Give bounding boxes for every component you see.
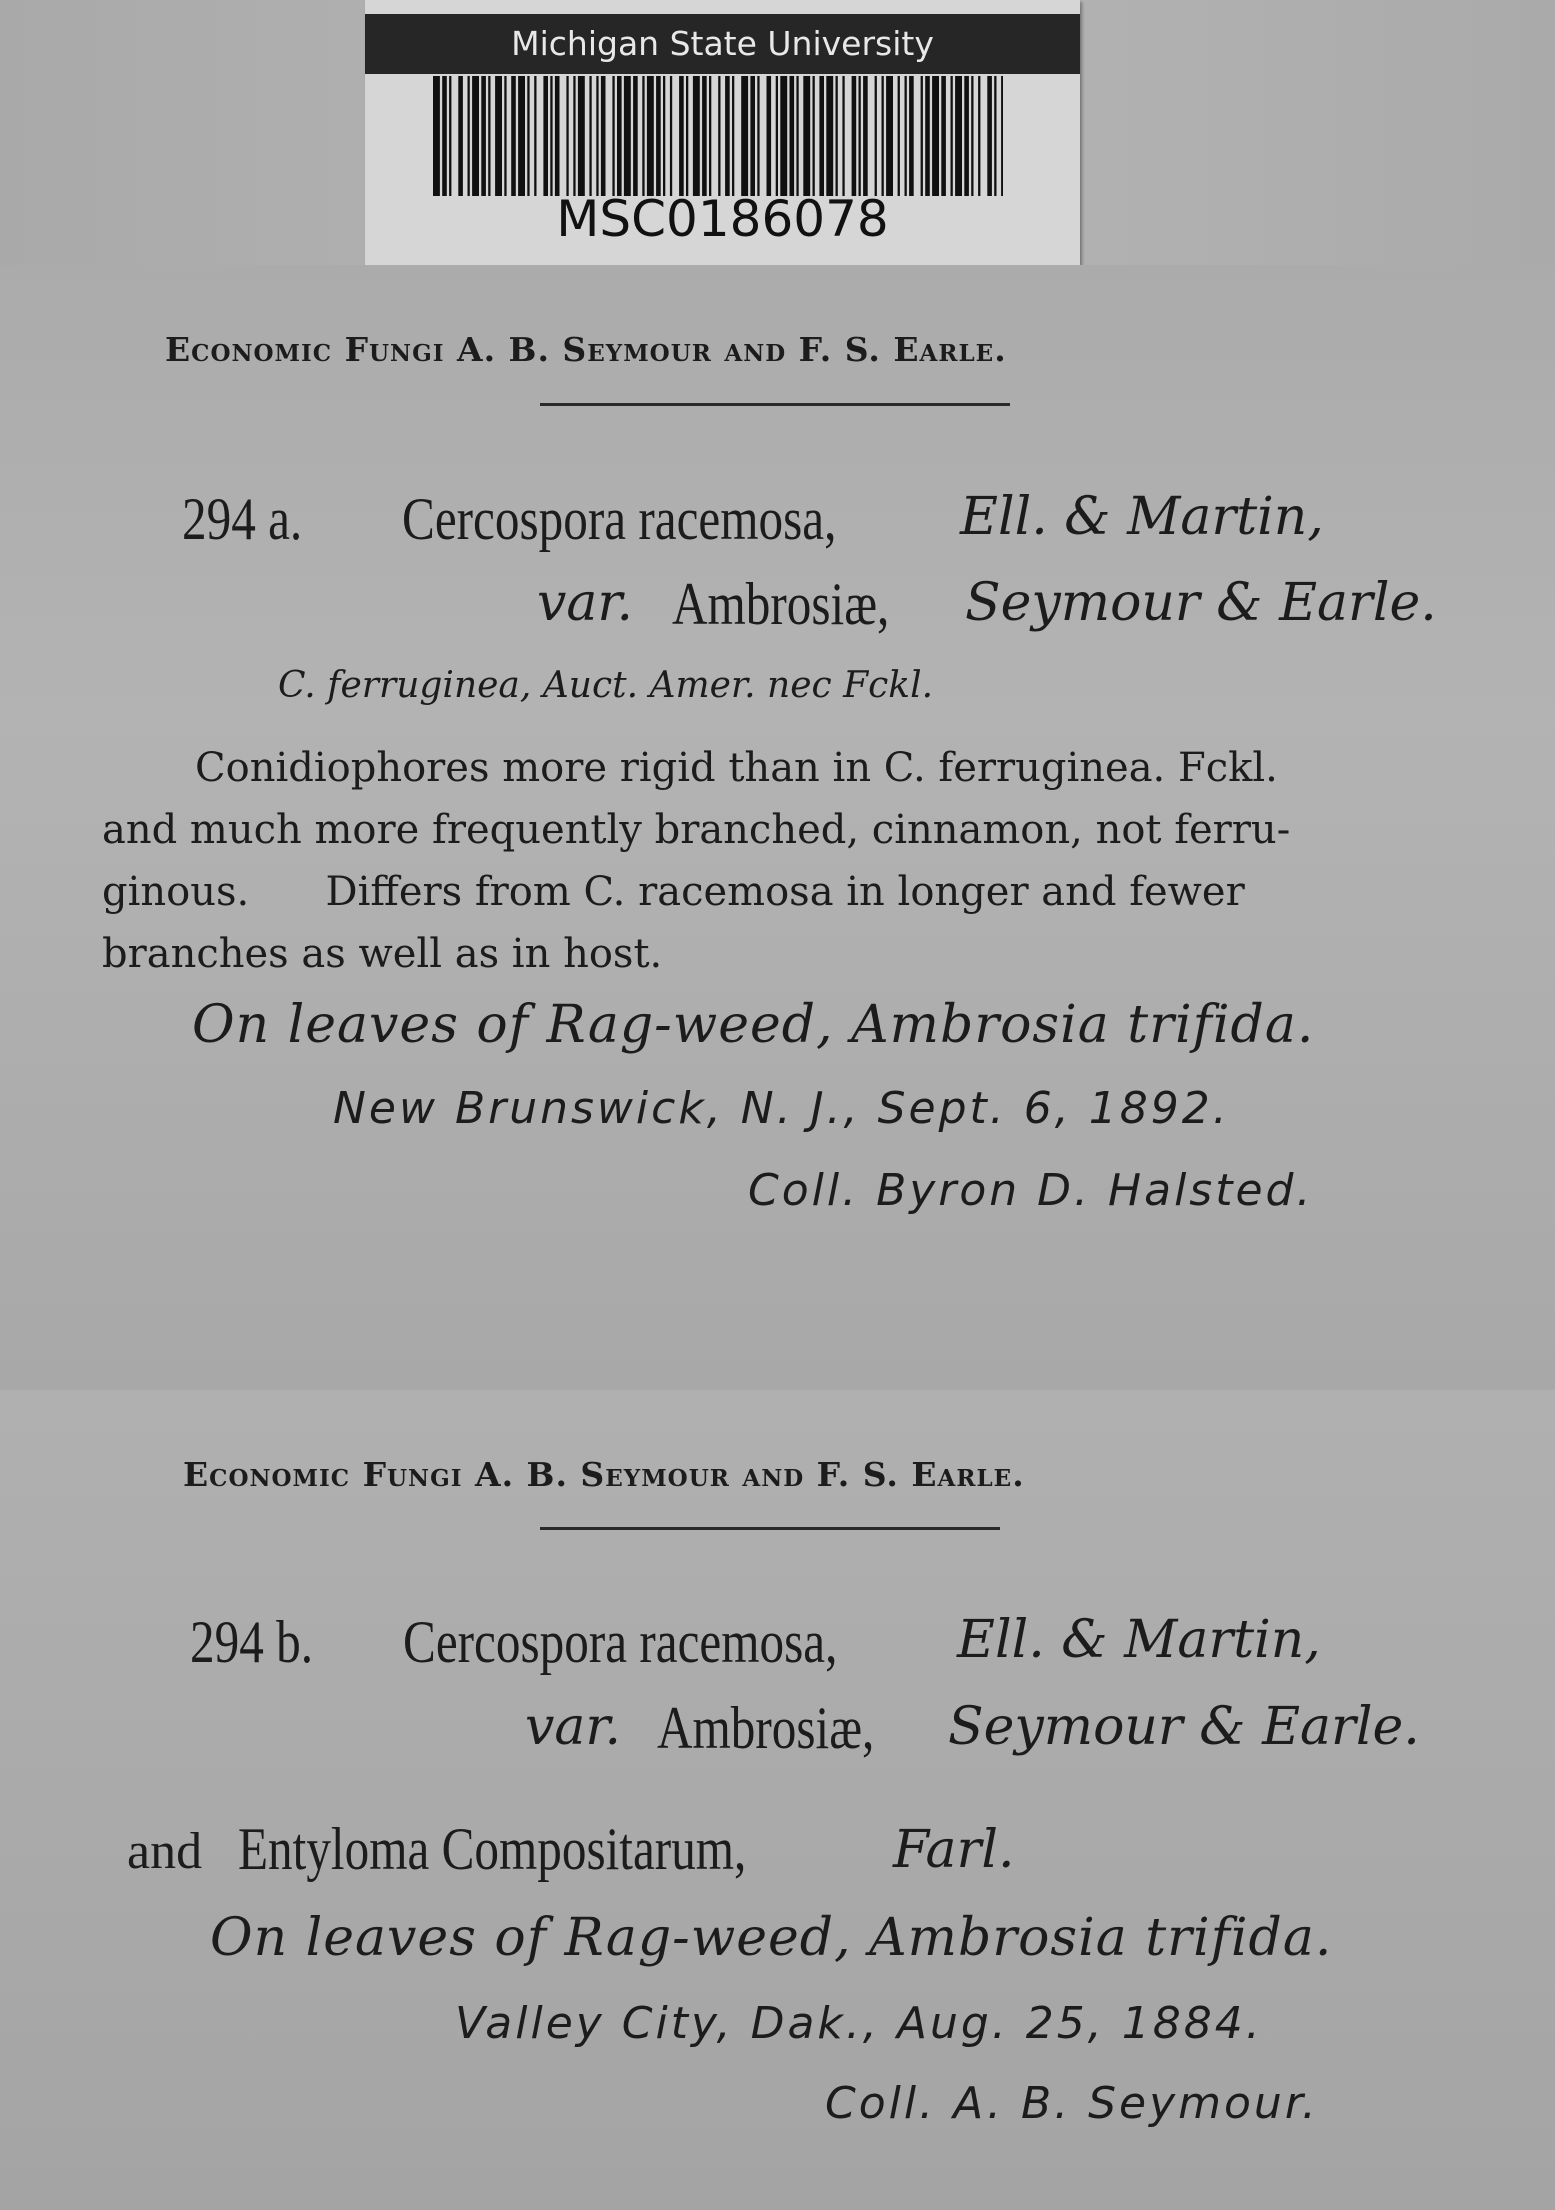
species-name: Cercospora racemosa,	[402, 486, 837, 552]
species-name: Cercospora racemosa,	[403, 1609, 838, 1675]
locality-date: New Brunswick, N. J., Sept. 6, 1892.	[333, 1083, 1230, 1134]
divider-rule	[540, 1527, 1000, 1530]
variety-name: Ambrosiæ,	[657, 1695, 875, 1761]
label-heading: Economic Fungi A. B. Seymour and F. S. Earle.	[165, 330, 1007, 369]
variety-prefix: var.	[525, 1697, 622, 1757]
divider-rule	[540, 403, 1010, 406]
variety-author: Seymour & Earle.	[948, 1697, 1420, 1757]
specimen-label-a	[0, 265, 1555, 1390]
collector: Coll. A. B. Seymour.	[825, 2078, 1319, 2129]
species-author: Ell. & Martin,	[960, 487, 1324, 547]
label-heading: Economic Fungi A. B. Seymour and F. S. Earle.	[183, 1455, 1025, 1494]
institution-name: Michigan State University	[365, 14, 1080, 74]
synonym: C. ferruginea, Auct. Amer. nec Fckl.	[278, 665, 934, 706]
description-line: ginous. Differs from C. racemosa in longer and fewer	[102, 869, 1245, 915]
conjunction: and	[127, 1823, 203, 1880]
host-line: On leaves of Rag-weed, Ambrosia trifida.	[210, 1908, 1333, 1968]
description-line: branches as well as in host.	[102, 931, 663, 977]
barcode-label	[365, 0, 1080, 265]
species-author: Ell. & Martin,	[957, 1610, 1321, 1670]
description-line: Conidiophores more rigid than in C. ferruginea. Fckl.	[195, 745, 1278, 791]
specimen-label-b	[0, 1390, 1555, 2210]
exsiccata-number: 294 a.	[182, 486, 303, 552]
locality-date: Valley City, Dak., Aug. 25, 1884.	[455, 1998, 1263, 2049]
description-line: and much more frequently branched, cinnamon, not ferru-	[102, 807, 1291, 853]
barcode-icon	[433, 76, 1003, 196]
variety-author: Seymour & Earle.	[965, 573, 1437, 633]
variety-prefix: var.	[537, 573, 634, 633]
second-species-name: Entyloma Compositarum,	[238, 1816, 747, 1882]
variety-name: Ambrosiæ,	[672, 571, 890, 637]
second-species-author: Farl.	[893, 1820, 1015, 1880]
exsiccata-number: 294 b.	[190, 1609, 313, 1675]
host-line: On leaves of Rag-weed, Ambrosia trifida.	[192, 995, 1315, 1055]
collector: Coll. Byron D. Halsted.	[748, 1165, 1314, 1216]
barcode-id: MSC0186078	[556, 190, 889, 248]
